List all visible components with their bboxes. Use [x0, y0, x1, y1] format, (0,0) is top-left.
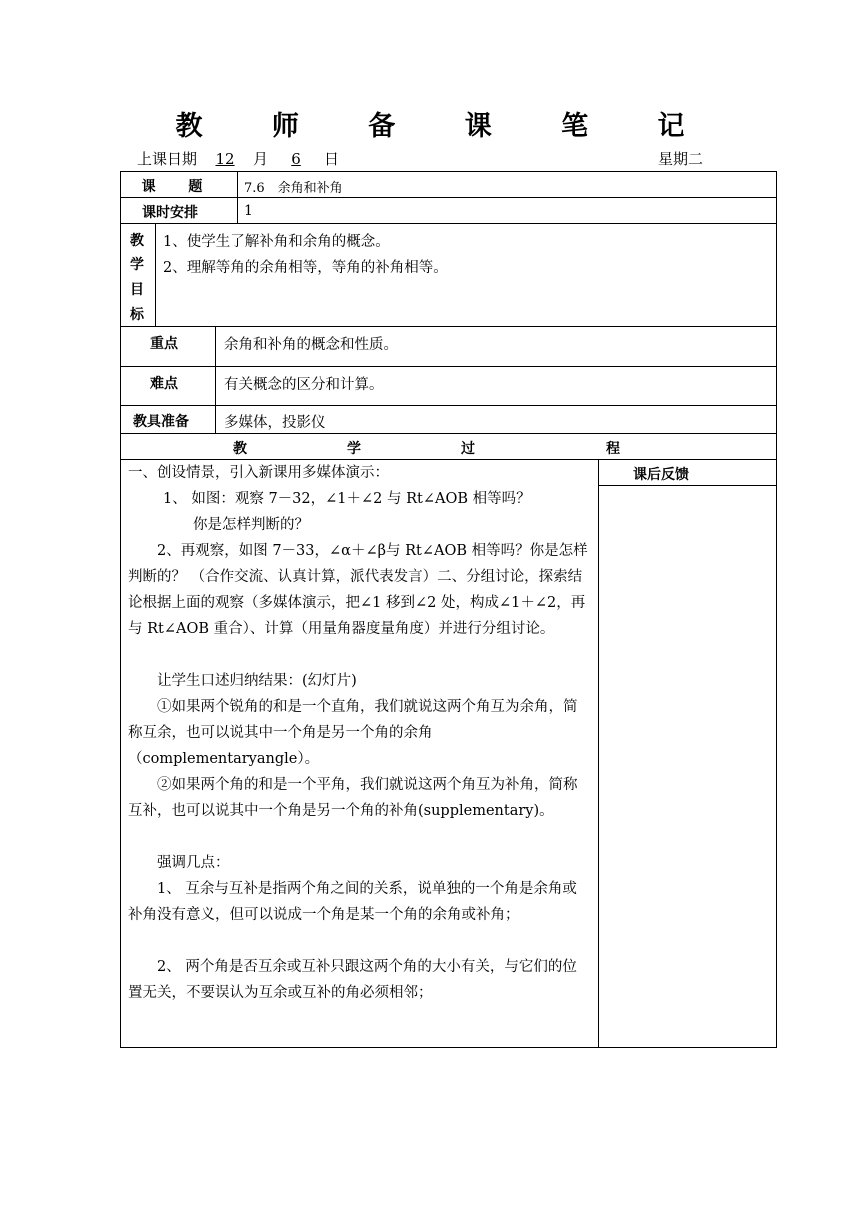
row-divider: [120, 405, 777, 406]
process-paragraph: 你是怎样判断的？: [193, 517, 309, 533]
hours-label: 课时安排: [142, 205, 198, 221]
process-paragraph: 让学生口述归纳结果：(幻灯片): [157, 673, 357, 689]
process-paragraph: 2、再观察，如图 7－33，∠α＋∠β与 Rt∠AOB 相等吗？你是怎样判断的？ （合作交流、认真计算，派代表发言）二、分组讨论，探索结论根据上面的观察（多媒体演示，把∠1 移到∠2 处，构成∠1＋∠2，再与 Rt∠AOB 重合）、计算（用量角器度量角度）并进行分组讨论。: [128, 543, 588, 637]
tools-label: 教具准备: [133, 414, 189, 430]
row-divider: [120, 433, 777, 434]
col-divider: [598, 459, 599, 1048]
row-divider: [120, 197, 777, 198]
month-value: 12: [215, 150, 235, 168]
topic-value: 7.6 余角和补角: [244, 181, 343, 196]
key-value: 余角和补角的概念和性质。: [224, 337, 398, 353]
process-paragraph: 1、 互余与互补是指两个角之间的关系，说单独的一个角是余角或补角没有意义，但可以说成一个角是某一个角的余角或补角；: [128, 881, 577, 923]
goal-item: 1、使学生了解补角和余角的概念。: [163, 234, 390, 250]
col-divider: [215, 326, 216, 434]
month-label: 月: [253, 150, 269, 168]
goals-label-2: 学: [130, 257, 144, 273]
goals-label-3: 目: [130, 282, 144, 298]
col-divider: [237, 171, 238, 224]
goals-label-1: 教: [130, 233, 144, 249]
process-paragraph: 一、创设情景，引入新课用多媒体演示：: [128, 465, 389, 481]
feedback-divider: [598, 485, 777, 486]
row-divider: [120, 223, 777, 224]
process-paragraph: 2、 两个角是否互余或互补只跟这两个角的大小有关，与它们的位置无关，不要误认为互余或互补的角必须相邻；: [128, 959, 577, 1001]
page-title: 教 师 备 课 笔 记: [175, 111, 715, 142]
row-divider: [120, 326, 777, 327]
weekday: 星期二: [658, 150, 704, 168]
process-paragraph: ①如果两个锐角的和是一个直角，我们就说这两个角互为余角，简称互余，也可以说其中一个角是另一个角的余角（complementaryangle）。: [128, 699, 578, 767]
difficulty-label: 难点: [150, 376, 178, 392]
process-header-1: 教: [233, 441, 247, 457]
process-header-4: 程: [606, 441, 620, 457]
date-label: 上课日期: [137, 150, 198, 168]
goals-label-4: 标: [130, 307, 144, 323]
key-label: 重点: [150, 336, 178, 352]
tools-value: 多媒体，投影仪: [224, 415, 326, 431]
process-header-2: 学: [347, 441, 361, 457]
day-label: 日: [324, 150, 340, 168]
process-paragraph: ②如果两个角的和是一个平角，我们就说这两个角互为补角，简称互补，也可以说其中一个角是另一个角的补角(supplementary)。: [128, 777, 578, 819]
feedback-label: 课后反馈: [633, 467, 689, 483]
process-paragraph: 1、 如图：观察 7－32，∠1＋∠2 与 Rt∠AOB 相等吗？: [163, 491, 531, 507]
hours-value: 1: [244, 203, 253, 219]
process-paragraph: 强调几点：: [157, 855, 230, 871]
row-divider: [120, 366, 777, 367]
process-header-3: 过: [461, 441, 475, 457]
day-value: 6: [291, 150, 301, 168]
difficulty-value: 有关概念的区分和计算。: [224, 377, 384, 393]
goal-item: 2、理解等角的余角相等，等角的补角相等。: [163, 260, 448, 276]
date-line: [137, 148, 339, 169]
col-divider: [155, 223, 156, 327]
topic-label: 课 题: [141, 179, 217, 195]
